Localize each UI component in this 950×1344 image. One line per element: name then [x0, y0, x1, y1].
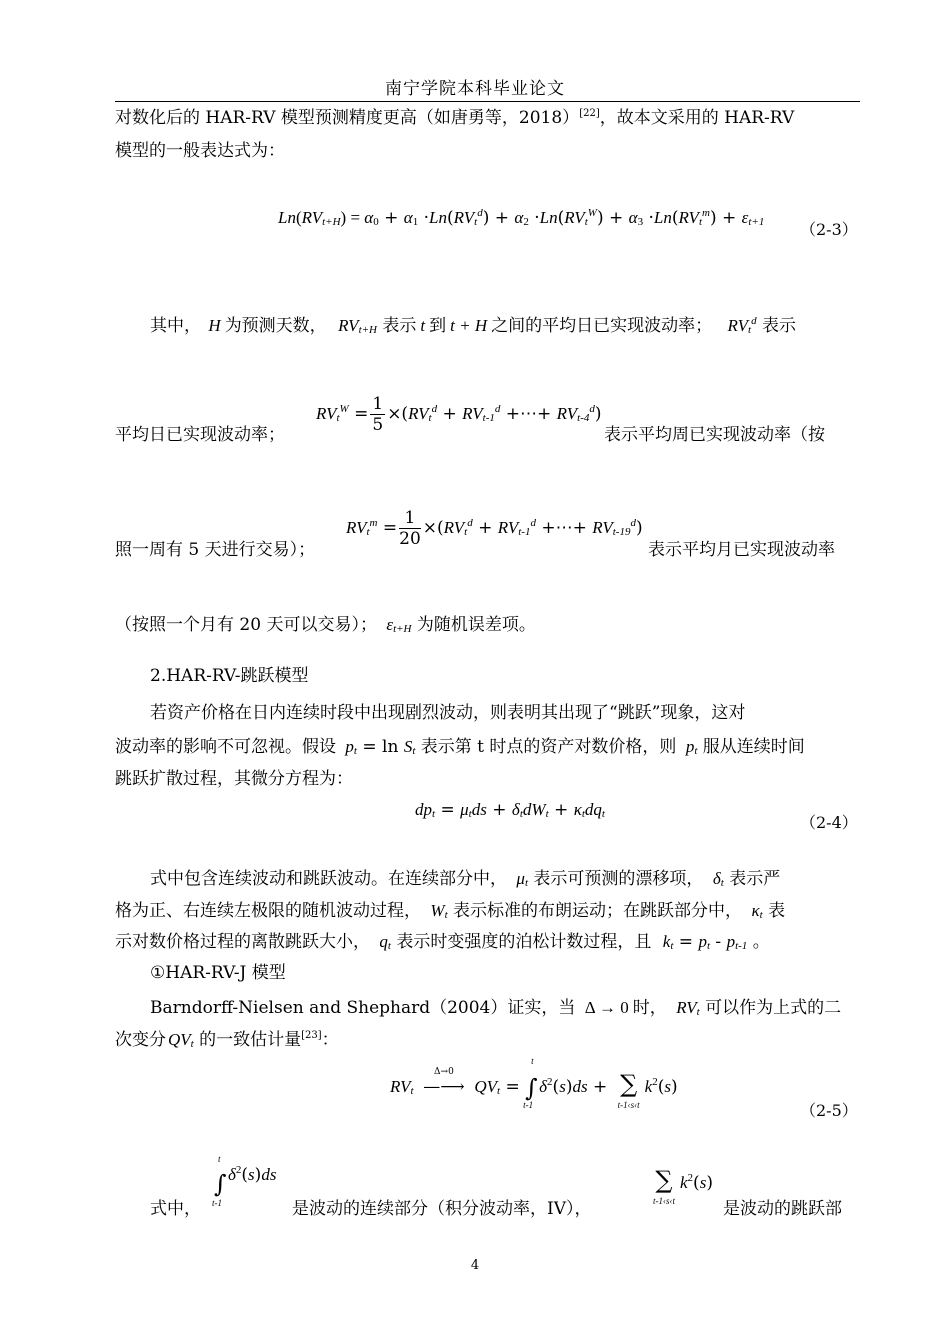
header-rule: [115, 101, 860, 102]
paragraph-line: 平均日已实现波动率；: [115, 425, 285, 445]
equation-jump-part: ∑ t-1‹s‹t $k^2(s)$: [653, 1166, 713, 1206]
text-run: ，故本文采用的 HAR-RV: [599, 108, 795, 128]
subsection-title: ①HAR-RV-J 模型: [150, 963, 286, 983]
equation-integral-part: t ∫ t-1 $\delta^2(s)ds$: [212, 1154, 277, 1208]
equation-number: （2-3）: [800, 220, 858, 239]
paragraph-line: 其中， H 为预测天数， $RV_{t+H}$ 表示 t 到 t + H 之间的平均日已实现波动率； $RV_t^d$ 表示: [150, 315, 796, 336]
section-title: 2.HAR-RV-跳跃模型: [150, 666, 309, 686]
paragraph-line: 若资产价格在日内连续时段中出现剧烈波动，则表明其出现了“跳跃”现象，这对: [150, 703, 746, 723]
paragraph-line: （按照一个月有 20 天可以交易）； $\varepsilon_{t+H}$ 为随机误差项。: [115, 615, 536, 635]
page-number: 4: [470, 1258, 480, 1273]
paragraph-line: 示对数价格过程的离散跳跃大小， $q_t$ 表示时变强度的泊松计数过程，且 $k_t = p_t - p_{t-1}$ 。: [115, 932, 770, 952]
equation-2-3: $Ln(RV_{t+H}) = \alpha_0 + \alpha_1 \cdot Ln(RV_t^d) + \alpha_2 \cdot Ln(RV_t^W) + \alpha_3 \cdot Ln(RV_t^m) + \varepsilon_{t+1}$: [278, 207, 765, 228]
paragraph-line: 照一周有 5 天进行交易）；: [115, 540, 316, 560]
equation-rv-weekly: $RV_t^W$ = $\frac{1}{5}$ $\times(RV_t^d + RV_{t-1}^d$ +⋯+ $RV_{t-4}^d$): [316, 394, 602, 435]
paragraph-line: 表示平均周已实现波动率（按: [604, 425, 825, 445]
paragraph-line: 式中，: [150, 1199, 201, 1219]
paragraph-line: [115, 103, 794, 136]
paragraph-line: 格为正、右连续左极限的随机波动过程， $W_t$ 表示标准的布朗运动；在跳跃部分中， $\kappa_t$ 表: [115, 901, 786, 921]
equation-2-5: $RV_t$ Δ→0 —⟶ $QV_t$ = t ∫ t-1 $\delta^2(s)ds$ + ∑ t-1‹s‹t $k^2(s)$: [390, 1056, 678, 1110]
paragraph-line: Barndorff-Nielsen and Shephard（2004）证实，当 Δ → 0 时， $RV_t$ 可以作为上式的二: [150, 998, 842, 1018]
equation-number: （2-5）: [800, 1101, 858, 1120]
citation-ref: [22]: [579, 108, 600, 119]
equation-2-4: $dp_t = \mu_tds + \delta_tdW_t + \kappa_tdq_t$: [415, 800, 605, 820]
equation-rv-monthly: $RV_t^m$ = $\frac{1}{20}$ $\times(RV_t^d + RV_{t-1}^d$ +⋯+ $RV_{t-19}^d$): [346, 508, 643, 549]
paragraph-line: 波动率的影响不可忽视。假设 $p_t = \ln S_t$ 表示第 t 时点的资产对数价格，则 $p_t$ 服从连续时间: [115, 737, 805, 757]
paragraph-line: 是波动的连续部分（积分波动率，IV），: [292, 1199, 592, 1219]
text-run: 对数化后的 HAR-RV 模型预测精度更高（如唐勇等，2018）: [115, 108, 580, 128]
paragraph-line: 式中包含连续波动和跳跃波动。在连续部分中， $\mu_t$ 表示可预测的漂移项， $\delta_t$ 表示严: [150, 869, 781, 889]
paragraph-line: 是波动的跳跃部: [723, 1199, 842, 1219]
paragraph-line: 模型的一般表达式为：: [115, 141, 285, 161]
equation-number: （2-4）: [800, 813, 858, 832]
paragraph-line: 跳跃扩散过程，其微分方程为：: [115, 769, 353, 789]
paragraph-line: 表示平均月已实现波动率: [648, 540, 835, 560]
page-header: 南宁学院本科毕业论文: [385, 79, 565, 99]
paragraph-line: 次变分 $QV_t$ 的一致估计量[23]：: [115, 1030, 339, 1050]
